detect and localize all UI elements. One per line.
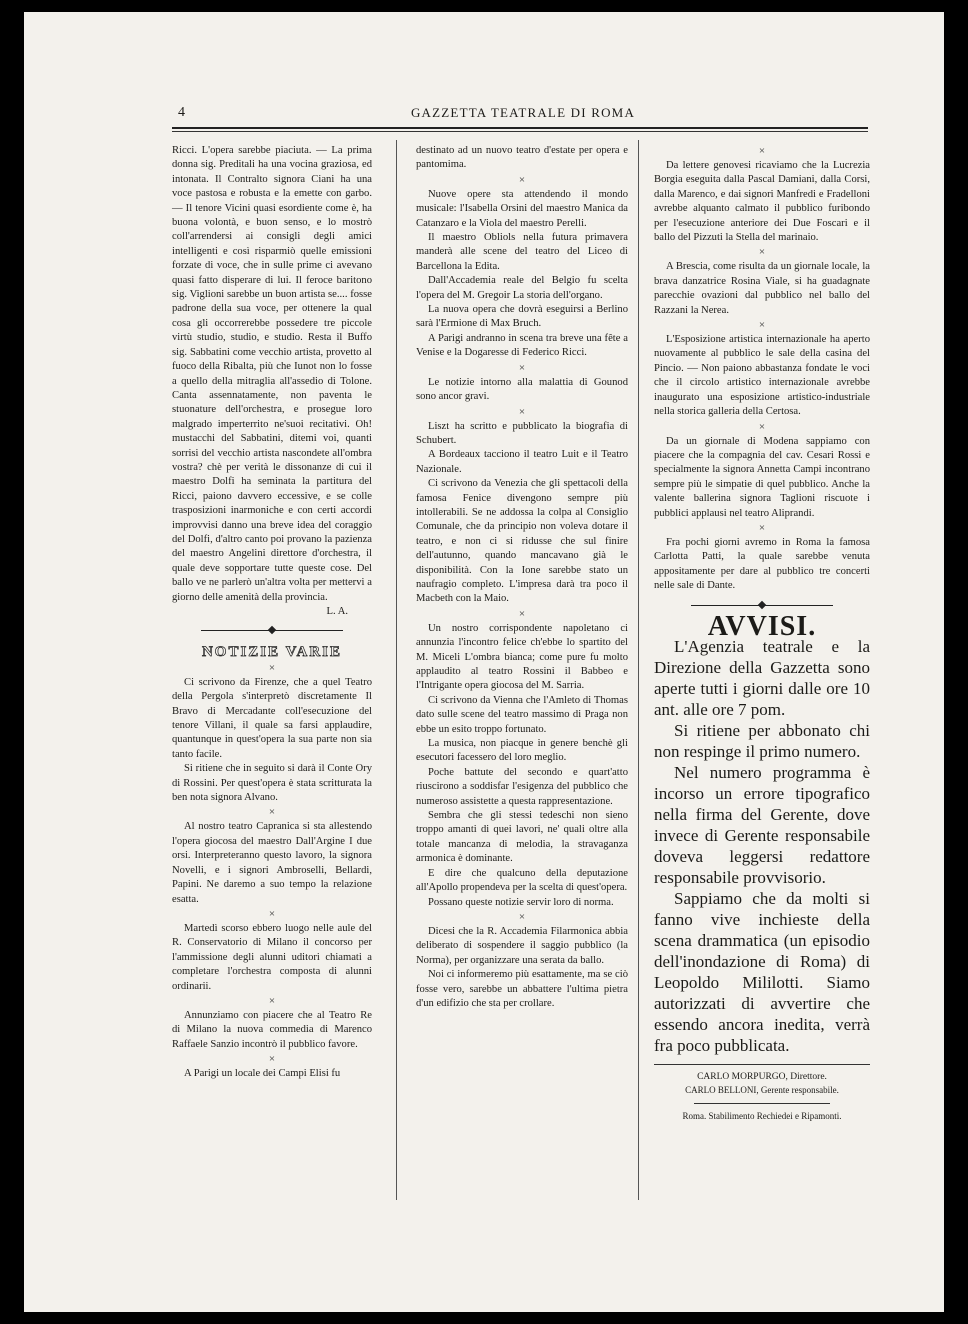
signature: L. A. [326, 606, 348, 617]
paragraph: Il maestro Obliols nella futura primavera manderà alle scene del teatro del Liceo di Barcellona la Edita. [416, 232, 628, 272]
header-rule [172, 127, 868, 129]
column-1 [172, 144, 372, 1082]
notice-paragraph: Sappiamo che da molti si fanno vive inchieste della scena drammatica (un episodio dell'inondazione di Roma) di Leopoldo Mililotti. Siamo autorizzati di avvertire che essendo ancora inedita, verrà fra poco pubblicata. [654, 888, 870, 1055]
newspaper-title: GAZZETTA TEATRALE DI ROMA [410, 105, 636, 120]
paragraph: Ci scrivono da Firenze, che a quel Teatro della Pergola s'interpretò discretamente Il Bravo di Mercadante coll'esecuzione del tenore Villani, il quale sa farsi applaudire, quantunque in quest'opera la sua parte non sia tanto facile. [172, 676, 372, 760]
paragraph: Dall'Accademia reale del Belgio fu scelta l'opera del M. Gregoir La storia dell'organo. [416, 275, 628, 301]
paragraph: Dicesi che la R. Accademia Filarmonica abbia deliberato di sospendere il saggio pubblico (la Norma), per organizzare una serata da ballo. [416, 925, 628, 966]
notice-paragraph: L'Agenzia teatrale e la Direzione della Gazzetta sono aperte tutti i giorni dalle ore 10 ant. alle ore 7 pom. [654, 636, 870, 719]
paragraph: Annunziamo con piacere che al Teatro Re di Milano la nuova commedia di Marenco Raffaele Sanzio incontrò il pubblico favore. [172, 1009, 372, 1050]
separator-mark: × [518, 910, 526, 923]
paragraph: Fra pochi giorni avremo in Roma la famosa Carlotta Patti, la quale sarebbe venuta appositamente per dare al pubblico tre concerti nelle sale di Dante. [654, 536, 870, 592]
paragraph: Al nostro teatro Capranica si sta allestendo l'opera giocosa del maestro Dall'Argine I due orsi. Interpreteranno questo lavoro, la signora Novelli, e i signori Ambroselli, Bellardi, Papini. Ne daremo a suo tempo la relazione esatta. [172, 821, 372, 905]
paragraph: La musica, non piacque in genere benchè gli esecutori facessero del loro meglio. [416, 738, 628, 764]
paragraph: Si ritiene che in seguito si darà il Conte Ory di Rossini. Per quest'opera è stata scritturata la ben nota signora Alvano. [172, 763, 372, 804]
manager-credit: CARLO BELLONI, Gerente responsabile. [685, 1084, 839, 1095]
paragraph: A Brescia, come risulta da un giornale locale, la brava danzatrice Rosina Viale, si ha guadagnate parecchie ovazioni dal pubblico nel ballo del Razzani la Nerea. [654, 261, 870, 316]
column-2 [416, 144, 628, 1011]
separator-mark: × [758, 145, 766, 157]
column-divider [638, 140, 639, 1200]
avvisi-title: AVVISI. [707, 610, 817, 642]
avvisi-section [654, 636, 870, 1056]
ornament-divider [172, 625, 372, 635]
paragraph: Le notizie intorno alla malattia di Gounod sono ancor gravi. [416, 376, 628, 403]
paragraph: destinato ad un nuovo teatro d'estate per opera e pantomima. [416, 145, 628, 171]
page-number: 4 [178, 105, 185, 120]
separator-mark: × [758, 246, 766, 259]
paragraph: A Parigi andranno in scena tra breve una fête a Venise e la Dogaresse di Federico Ricci. [416, 332, 628, 359]
paragraph: Noi ci informeremo più esattamente, ma se ciò fosse vero, sarebbe un abbattere l'ultima pietra d'un edifizio che sta per crollare. [416, 969, 628, 1009]
paragraph: Un nostro corrispondente napoletano ci annunzia l'incontro felice ch'ebbe lo spartito del M. Miceli L'ombra bianca; come pure fu molto applaudito al teatro Rossini il Babbeo e l'Intrigante opera giocosa del M. Sarria. [416, 622, 628, 692]
separator-mark: × [518, 173, 526, 186]
column-divider [396, 140, 397, 1200]
column-3 [654, 144, 870, 1123]
separator-mark: × [268, 994, 276, 1007]
separator-mark: × [518, 361, 526, 374]
header-rule-thin [172, 131, 868, 132]
separator-mark: × [518, 607, 526, 620]
paragraph: Ci scrivono da Venezia che gli spettacoli della famosa Fenice divengono sempre più intollerabili. Se ne addossa la colpa al Consiglio Comunale, che da principio non voleva dotare il teatro, e non ci si ridusse che sul finire dell'autunno, quando mancavano già le disponibilità. Con la Ione sarebbe stato un naufragio completo. L'impresa darà tra poco il Macbeth con la Maio. [416, 478, 628, 605]
paragraph: E dire che qualcuno della deputazione all'Apollo propendeva per la scelta di quest'opera. [416, 867, 628, 894]
separator-mark: × [268, 1053, 276, 1066]
paragraph: Sembra che gli stessi tedeschi non sieno troppo amanti di quei lavori, ne' quali oltre alla totale mancanza di melodia, la stravaganza armonica è dominante. [416, 810, 628, 865]
paragraph: Ricci. L'opera sarebbe piaciuta. — La prima donna sig. Preditali ha una vocina graziosa, ed intonata. Il Contralto signora Ciani ha una voce pastosa e robusta e la emette con garbo. — Il tenore Vicini quasi esordiente come è, ha buona volontà, e buon senso, e lo mostrò coll'arrendersi ai consigli degli amici intelligenti e così risparmiò quelle emissioni forzate di voce, che in sulle prime ci avevano quasi fatto disperare di lui. Il feroce baritono sig. Viglioni sarebbe un buon artista se.... fosse padrone della sua voce, per ottenere la qual cosa gli occorrerebbe possedere tre piccole virtù studio, studio, e studio. Resta il Buffo sig. Sabbatini come vecchio artista, provetto al fuoco della Ribalta, più che Iunot non lo fosse a quello della mitraglia all'assedio di Tolone. Canta assennatamente, non paventa le stuonature dell'orchestra, e prosegue loro malgrado imperterrito ne'suoi recitativi. Oh! mustacchi del Sabbatini, ditemi voi, quanti sorrisi del vecchio artista nascondete all'ombra vostra? chè per verità le dissonanze di cui il maestro Dolfi ha seminata la partitura del Ricci, paiono davvero eccessive, e se colle trasposizioni inarmoniche e con certi accordi improvvisi danno una breve idea del coraggio del Dolfi, d'altro canto poi provano la pazienza del maestro Angelini direttore d'orchestra, il quale deve sopportare tutte queste cose. Del ballo ve ne parlerò un'altra volta per mettervi a giorno delle amenità della provincia. [172, 145, 372, 603]
credits-rule [694, 1103, 830, 1104]
director-credit: CARLO MORPURGO, Direttore. [697, 1071, 827, 1082]
notice-paragraph: Nel numero programma è incorso un errore tipografico nella firma del Gerente, dove invece di Gerente responsabile doveva leggersi redattore responsabile provvisorio. [654, 762, 870, 887]
paragraph: Poche battute del secondo e quart'atto riuscirono a soddisfar l'esigenza del pubblico che numeroso assistette a questa rappresentazione. [416, 766, 628, 807]
separator-mark: × [758, 521, 766, 534]
separator-mark: × [268, 806, 276, 819]
separator-mark: × [268, 661, 276, 674]
printer-credit: Roma. Stabilimento Rechiedei e Ripamonti. [682, 1110, 842, 1121]
paragraph: Da un giornale di Modena sappiamo con piacere che la compagnia del cav. Cesari Rossi e specialmente la signora Annetta Campi incontrano sempre più le simpatie di quel pubblico. Anche la valente ballerina signora Taglioni riscuote i pubblici applausi nel teatro Aliprandi. [654, 435, 870, 519]
paragraph: A Parigi un locale dei Campi Elisi fu [184, 1068, 341, 1080]
paragraph: La nuova opera che dovrà eseguirsi a Berlino sarà l'Ermione di Max Bruch. [416, 304, 628, 330]
paragraph: Martedì scorso ebbero luogo nelle aule del R. Conservatorio di Milano il concorso per l'ammissione degli alunni uditori chiamati a completare l'orchestra composta di alunni ordinarii. [172, 922, 372, 992]
page-header [178, 103, 868, 125]
notice-paragraph: Si ritiene per abbonato chi non respinge il primo numero. [654, 720, 870, 761]
paragraph: Possano queste notizie servir loro di norma. [428, 896, 614, 908]
separator-mark: × [758, 319, 766, 332]
paragraph: Nuove opere sta attendendo il mondo musicale: l'Isabella Orsini del maestro Manica da Catanzaro e la Viola del maestro Perelli. [416, 188, 628, 229]
separator-mark: × [518, 405, 526, 418]
credits [654, 1064, 870, 1123]
paragraph: L'Esposizione artistica internazionale ha aperto nuovamente al pubblico le sale della casina del Pincio. — Non paiono abbastanza fondate le voci che il circolo artistico internazionale avrebbe inaugurato una esposizione artistico-industriale nella storica galleria della Certosa. [654, 334, 870, 418]
paragraph: Da lettere genovesi ricaviamo che la Lucrezia Borgia eseguita dalla Pascal Damiani, dalla Corsi, dalla Marenco, e dai signori Manfredi e Fradelloni avrebbe alquanto calmato il pubblico furibondo per l'esecuzione anteriore dei Due Foscari e il ballo del Pizzuti la Stella del marinaio. [654, 160, 870, 244]
paragraph: Ci scrivono da Vienna che l'Amleto di Thomas dato sulle scene del teatro massimo di Praga non ebbe un esito troppo fortunato. [416, 694, 628, 735]
separator-mark: × [758, 420, 766, 433]
paragraph: A Bordeaux tacciono il teatro Luit e il Teatro Nazionale. [416, 449, 628, 475]
separator-mark: × [268, 907, 276, 920]
ornament-divider [654, 600, 870, 610]
paragraph: Liszt ha scritto e pubblicato la biografia di Schubert. [416, 420, 628, 446]
section-title: NOTIZIE VARIE [201, 644, 343, 661]
